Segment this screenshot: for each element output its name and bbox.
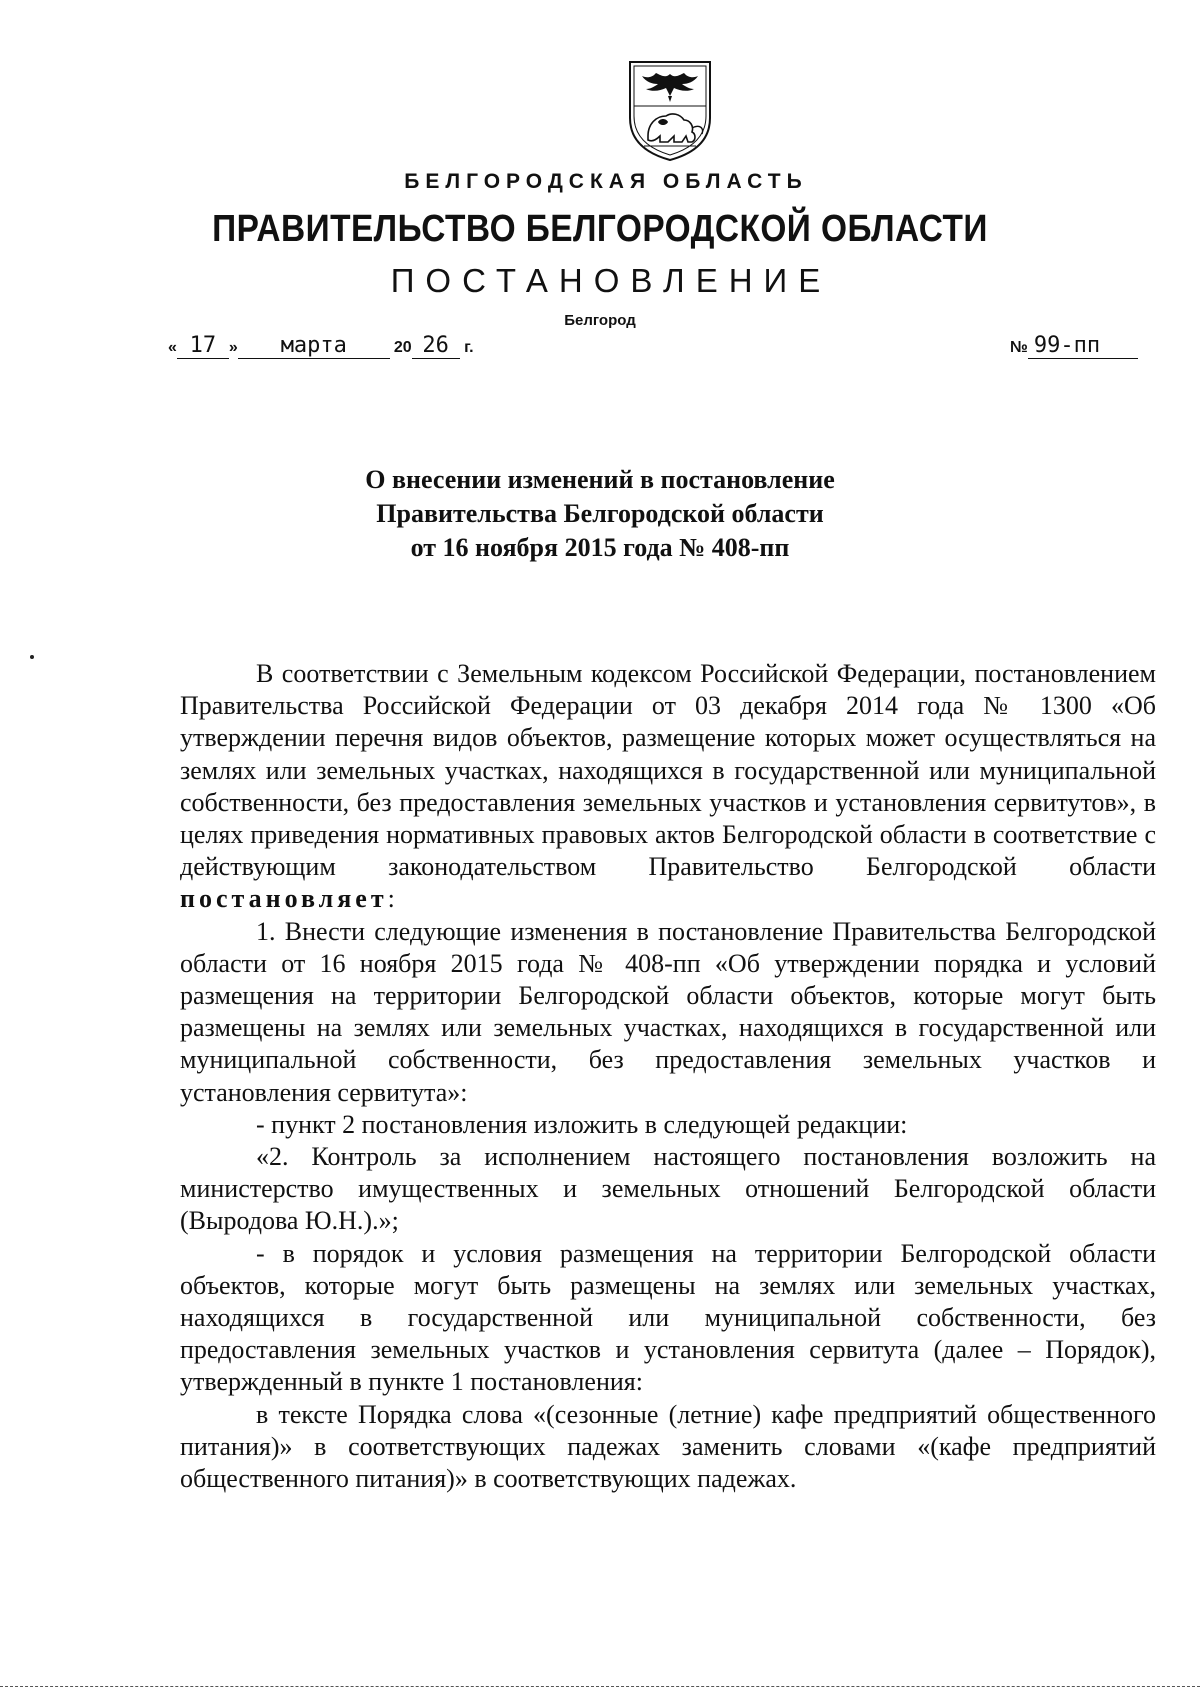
document-number xyxy=(1010,334,1138,359)
document-body xyxy=(180,658,1156,1495)
date-month: марта xyxy=(238,334,390,359)
title-line-3: от 16 ноября 2015 года № 408-пп xyxy=(410,533,790,562)
clause-1-paragraph: 1. Внести следующие изменения в постановление Правительства Белгородской области от 16 ноября 2015 года № 408-пп «Об утверждении порядка и условий размещения на территории Белгородской области объектов, которые могут быть размещены на землях или земельных участках, находящихся в государственной или муниципальной собственности, без предоставления земельных участков и установления сервитута»: xyxy=(180,916,1156,1107)
clause-item-paragraph: - пункт 2 постановления изложить в следующей редакции: xyxy=(256,1109,908,1139)
title-line-1: О внесении изменений в постановление xyxy=(365,465,835,494)
number-label: № xyxy=(1010,339,1028,356)
preamble-text: В соответствии с Земельным кодексом Российской Федерации, постановлением Правительства Российской Федерации от 03 декабря 2014 года № 1300 «Об утверждении перечня видов объектов, размещение которых может осуществляться на землях или земельных участках, находящихся в государственной или муниципальной собственности, без предоставления земельных участков и установления сервитутов», в целях приведения нормативных правовых актов Белгородской области в соответствие с действующим законодательством Правительство Белгородской области xyxy=(180,659,1156,882)
decree-word: постановляет xyxy=(180,884,388,914)
date-day: 17 xyxy=(177,334,229,359)
coat-of-arms-icon xyxy=(622,56,718,162)
date-year-suffix: 26 xyxy=(412,334,460,359)
preamble-paragraph xyxy=(180,658,1156,916)
date-year-prefix: 20 xyxy=(393,339,412,356)
document-type: ПОСТАНОВЛЕНИЕ xyxy=(390,262,832,299)
city-name: Белгород xyxy=(564,312,636,329)
clause-order-paragraph: - в порядок и условия размещения на территории Белгородской области объектов, которые могут быть размещены на землях или земельных участках, находящихся в государственной или муниципальной собственности, без предоставления земельных участков и установления сервитута (далее – Порядок), утвержденный в пункте 1 постановления: xyxy=(180,1238,1156,1397)
decree-colon: : xyxy=(387,884,395,914)
quote-close: » xyxy=(228,339,238,356)
page-bottom-rule xyxy=(0,1686,1200,1688)
number-value: 99-пп xyxy=(1028,334,1138,359)
government-name: ПРАВИТЕЛЬСТВО БЕЛГОРОДСКОЙ ОБЛАСТИ xyxy=(212,208,988,250)
region-name: БЕЛГОРОДСКАЯ ОБЛАСТЬ xyxy=(404,170,808,193)
document-title xyxy=(0,463,1200,565)
quote-open: « xyxy=(168,339,177,356)
date-line xyxy=(168,334,474,359)
scan-speck xyxy=(30,655,34,659)
clause-quote-paragraph: «2. Контроль за исполнением настоящего постановления возложить на министерство имущественных и земельных отношений Белгородской области (Выродова Ю.Н.).»; xyxy=(180,1142,1156,1236)
title-line-2: Правительства Белгородской области xyxy=(376,499,824,528)
clause-text-paragraph: в тексте Порядка слова «(сезонные (летние) кафе предприятий общественного питания)» в соответствующих падежах заменить словами «(кафе предприятий общественного питания)» в соответствующих падежах. xyxy=(180,1399,1156,1494)
date-year-mark: г. xyxy=(464,339,474,356)
